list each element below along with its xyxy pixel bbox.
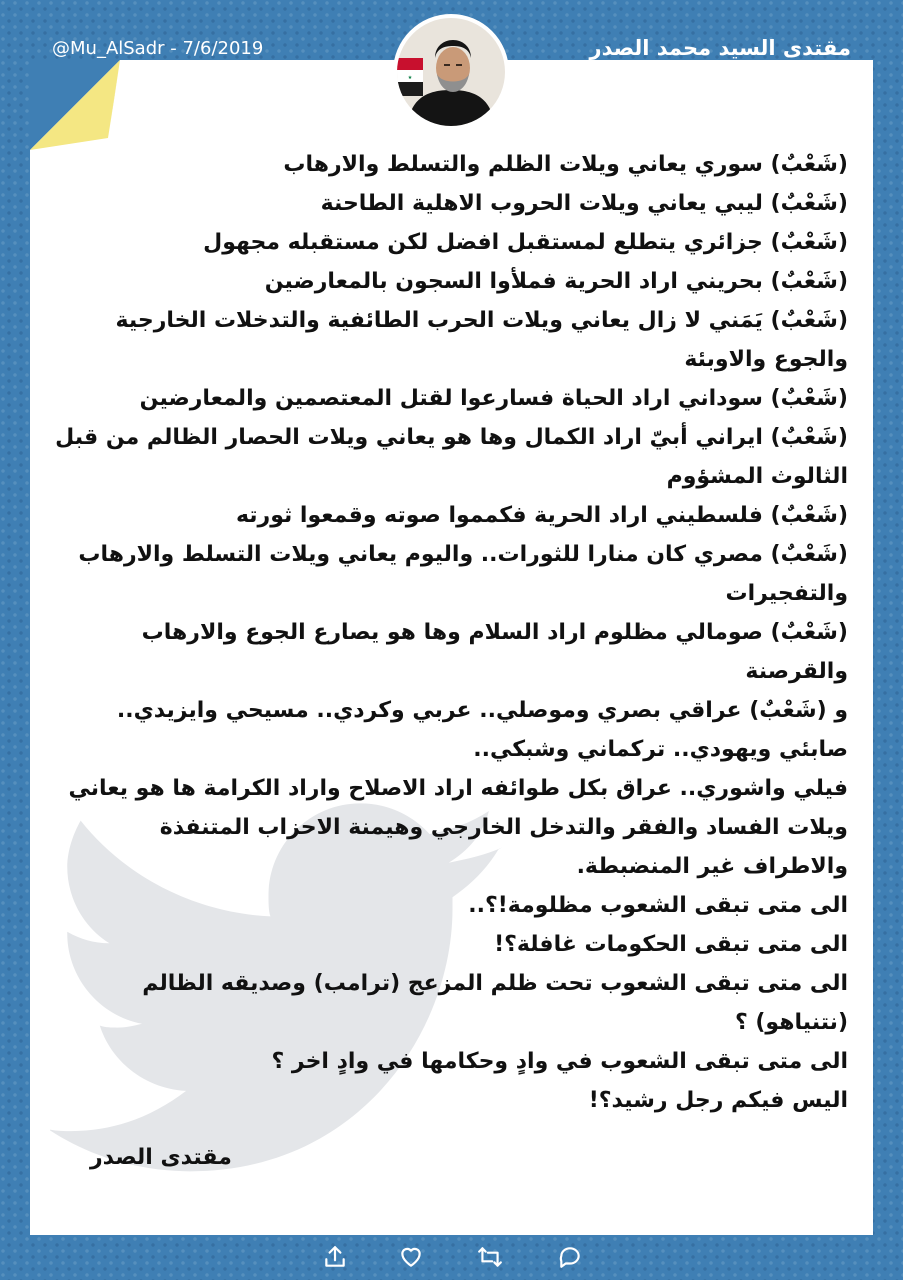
share-button[interactable] xyxy=(322,1244,348,1270)
line-question-5: اليس فيكم رجل رشيد؟! xyxy=(588,1088,848,1113)
line-iran: (شَعْبٌ) ايراني أبيّ اراد الكمال وها هو يعاني ويلات الحصار الظالم من قبل الثالوث المشؤوم xyxy=(55,425,848,489)
profile-photo xyxy=(397,18,505,126)
line-egypt: (شَعْبٌ) مصري كان منارا للثورات.. واليوم يعاني ويلات التسلط والارهاب والتفجيرات xyxy=(78,542,848,606)
line-question-1: الى متى تبقى الشعوب مظلومة!؟.. xyxy=(468,893,848,918)
line-algeria: (شَعْبٌ) جزائري يتطلع لمستقبل افضل لكن مستقبله مجهول xyxy=(203,230,848,255)
line-yemen: (شَعْبٌ) يَمَني لا زال يعاني ويلات الحرب الطائفية والتدخلات الخارجية والجوع والاوبئة xyxy=(115,308,848,372)
heart-icon xyxy=(398,1244,424,1270)
line-sudan: (شَعْبٌ) سوداني اراد الحياة فسارعوا لقتل المعتصمين والمعارضين xyxy=(139,386,848,411)
svg-text:★: ★ xyxy=(407,75,413,81)
line-bahrain: (شَعْبٌ) بحريني اراد الحرية فملأوا السجون بالمعارضين xyxy=(264,269,848,294)
retweet-button[interactable] xyxy=(477,1244,503,1270)
like-button[interactable] xyxy=(398,1244,424,1270)
tweet-author-name: مقتدى السيد محمد الصدر xyxy=(589,36,851,60)
retweet-icon xyxy=(477,1244,503,1270)
line-question-3: الى متى تبقى الشعوب تحت ظلم المزعج (ترامب) وصديقه الظالم (نتنياهو) ؟ xyxy=(142,971,848,1035)
page-fold-corner xyxy=(30,60,120,150)
tweet-handle-date: @Mu_AlSadr - 7/6/2019 xyxy=(52,38,264,59)
line-question-2: الى متى تبقى الحكومات غافلة؟! xyxy=(494,932,848,957)
reply-icon xyxy=(557,1244,583,1270)
tweet-actions xyxy=(0,1238,903,1278)
line-iraq: و (شَعْبٌ) عراقي بصري وموصلي.. عربي وكردي.. مسيحي وايزيدي.. صابئي ويهودي.. تركماني وشبكي.. xyxy=(116,698,848,762)
tweet-body xyxy=(48,145,848,1120)
line-iraq-continued: فيلي واشوري.. عراق بكل طوائفه اراد الاصلاح واراد الكرامة ها هو يعاني ويلات الفساد والفقر والتدخل الخارجي وهيمنة الاحزاب المتنفذة والاطراف غير المنضبطة. xyxy=(68,776,848,879)
line-somalia: (شَعْبٌ) صومالي مظلوم اراد السلام وها هو يصارع الجوع والارهاب والقرصنة xyxy=(141,620,848,684)
line-palestine: (شَعْبٌ) فلسطيني اراد الحرية فكمموا صوته وقمعوا ثورته xyxy=(235,503,848,528)
line-syria: (شَعْبٌ) سوري يعاني ويلات الظلم والتسلط والارهاب xyxy=(283,152,848,177)
line-question-4: الى متى تبقى الشعوب في وادٍ وحكامها في وادٍ اخر ؟ xyxy=(271,1049,848,1074)
line-libya: (شَعْبٌ) ليبي يعاني ويلات الحروب الاهلية الطاحنة xyxy=(320,191,848,216)
share-icon xyxy=(322,1244,348,1270)
tweet-card xyxy=(30,60,873,1235)
signature: مقتدى الصدر xyxy=(90,1145,232,1170)
avatar[interactable] xyxy=(393,14,509,130)
reply-button[interactable] xyxy=(557,1244,583,1270)
